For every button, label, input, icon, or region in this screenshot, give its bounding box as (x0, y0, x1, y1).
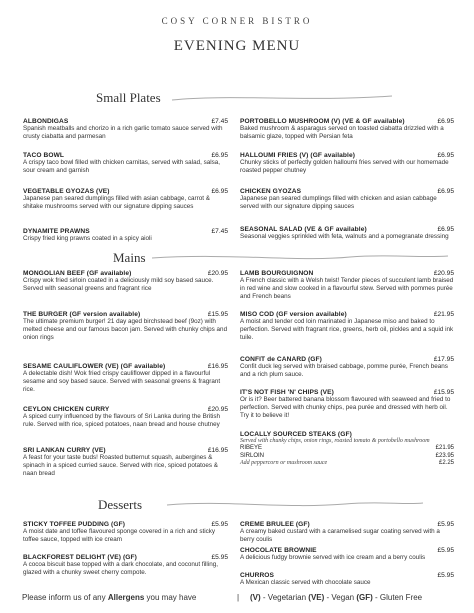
item-price: £6.95 (437, 226, 454, 233)
key-ve-label: - Vegan (326, 593, 355, 602)
item-price: £15.95 (433, 389, 454, 396)
item-price: £6.95 (211, 152, 228, 159)
item-desc: Chunky sticks of perfectly golden halloumi fries served with our homemade roasted pepper chutney (240, 159, 449, 174)
section-small-plates: Small Plates (96, 90, 161, 105)
item-desc: Crispy fried king prawns coated in a spicy aioli (23, 235, 152, 242)
item-desc: Baked mushroom & asparagus served on toasted ciabatta drizzled with a balsamic glaze, topped with Persian feta (240, 125, 444, 140)
menu-item (23, 188, 228, 211)
key-gf-label: - Gluten Free (375, 593, 423, 602)
item-name: CHOCOLATE BROWNIE (240, 547, 317, 554)
menu-item (23, 363, 228, 394)
item-desc: Or is it? Beer battered banana blossom flavoured with seaweed and fried to perfection. Served with chunky chips, pea purée and dressed with herb oil. Try it to believe it! (240, 396, 451, 419)
section-desserts: Desserts (98, 497, 143, 512)
item-price: £17.95 (433, 356, 454, 363)
item-desc: A creamy baked custard with a caramelised sugar coating served with a berry coulis (240, 528, 440, 543)
item-price: £7.45 (211, 118, 228, 125)
dietary-key (250, 593, 422, 602)
extra-price: £2.25 (438, 460, 454, 466)
item-price: £6.95 (211, 188, 228, 195)
item-desc: A moist and tender cod loin marinated in Japanese miso and baked to perfection. Served with fragrant rice, greens, herb oil, pickles and a squid ink tuile. (240, 318, 454, 341)
item-price: £5.95 (437, 521, 454, 528)
menu-title: EVENING MENU (173, 38, 301, 54)
item-price: £5.95 (211, 554, 228, 561)
key-v: (V) (250, 593, 261, 602)
menu-item (23, 228, 228, 243)
item-name: VEGETABLE GYOZAS (VE) (23, 188, 110, 195)
key-ve: (VE) (308, 593, 325, 602)
divider-swash (150, 252, 450, 264)
item-price: £21.95 (433, 311, 454, 318)
section-mains: Mains (113, 250, 146, 265)
item-name: BLACKFOREST DELIGHT (VE) (GF) (23, 554, 137, 561)
option-label: RIBEYE (240, 445, 263, 451)
item-desc: A crispy taco bowl filled with chicken carnitas, served with salad, salsa, sour cream and garnish (23, 159, 221, 174)
menu-item (23, 447, 228, 478)
menu-item (23, 554, 228, 577)
item-name: SEASONAL SALAD (VE & GF available) (240, 226, 367, 233)
item-desc: Japanese pan seared dumplings filled with asian cabbage, carrot & shitake mushrooms served with our signature dipping sauces (23, 195, 210, 210)
steaks-item (240, 431, 454, 468)
item-desc: A moist date and toffee flavoured sponge covered in a rich and sticky toffee sauce, topped with ice cream (23, 528, 216, 543)
menu-item (240, 188, 454, 211)
item-desc: Spanish meatballs and chorizo in a rich garlic tomato sauce served with crusty ciabatta and parmesan (23, 125, 223, 140)
menu-item (23, 311, 228, 342)
menu-item (240, 572, 454, 587)
item-name: DYNAMITE PRAWNS (23, 228, 90, 235)
menu-item (240, 356, 454, 379)
steak-option (240, 453, 454, 461)
option-price: £21.95 (435, 445, 454, 451)
option-price: £23.95 (435, 452, 454, 459)
item-name: CONFIT de CANARD (GF) (240, 356, 322, 363)
divider-swash (170, 92, 395, 104)
bistro-brand (0, 16, 474, 26)
steak-extra (240, 460, 454, 468)
menu-item (23, 521, 228, 544)
menu-item (23, 152, 228, 175)
item-name: PORTOBELLO MUSHROOM (V) (VE & GF available) (240, 118, 405, 125)
menu-item (240, 521, 454, 544)
menu-item (240, 311, 454, 342)
item-desc: A Mexican classic served with chocolate sauce (240, 579, 371, 586)
item-name: TACO BOWL (23, 152, 65, 159)
item-name: LAMB BOURGUIGNON (240, 270, 314, 277)
item-name: CHURROS (240, 572, 275, 579)
menu-item (240, 118, 454, 141)
item-desc: A French classic with a Welsh twist! Tender pieces of succulent lamb braised in red wine and slow cooked in a flavourful stew. Served with pommes purée and French beans (240, 277, 454, 300)
menu-item (23, 406, 228, 429)
item-price: £20.95 (433, 270, 454, 277)
item-desc: Served with chunky chips, onion rings, roasted tomato & portobello mushroom (240, 438, 430, 444)
item-desc: Confit duck leg served with braised cabbage, pomme purée, French beans and a rich plum sauce. (240, 363, 448, 378)
item-name: MONGOLIAN BEEF (GF available) (23, 270, 132, 277)
menu-item (240, 226, 454, 241)
item-name: SRI LANKAN CURRY (VE) (23, 447, 106, 454)
footer-allergens: Allergens (107, 593, 145, 602)
item-desc: A delicious fudgy brownie served with ice cream and a berry coulis (240, 554, 426, 561)
item-price: £6.95 (437, 152, 454, 159)
item-price: £6.95 (437, 118, 454, 125)
item-price: £5.95 (211, 521, 228, 528)
item-name: IT'S NOT FISH 'N' CHIPS (VE) (240, 389, 334, 396)
item-desc: A spiced curry influenced by the flavours of Sri Lanka during the British rule. Served with rice, spiced potatoes, naan bread and house chutney (23, 413, 221, 428)
menu-item (240, 547, 454, 562)
menu-item (23, 270, 228, 293)
steak-option (240, 445, 454, 453)
brand-text: COSY CORNER BISTRO (161, 16, 313, 26)
item-name: LOCALLY SOURCED STEAKS (GF) (240, 431, 352, 438)
menu-item (240, 270, 454, 301)
item-price: £20.95 (207, 406, 228, 413)
extra-label: Add peppercorn or mushroom sauce (240, 460, 328, 466)
item-price: £20.95 (207, 270, 228, 277)
item-desc: Crispy wok fried sirloin coated in a deliciously mild soy based sauce. Served with seasonal greens and fragrant rice (23, 277, 214, 292)
item-name: STICKY TOFFEE PUDDING (GF) (23, 521, 125, 528)
divider-swash (165, 499, 425, 511)
item-price: £16.95 (207, 447, 228, 454)
item-name: CREME BRULEE (GF) (240, 521, 310, 528)
menu-item (240, 152, 454, 175)
item-desc: Japanese pan seared dumplings filled with chicken and asian cabbage served with our signature dipping sauces (240, 195, 437, 210)
item-name: MISO COD (GF version available) (240, 311, 347, 318)
key-gf: (GF) (356, 593, 373, 602)
footer-text: Please inform us of any (22, 593, 106, 602)
menu-item (23, 118, 228, 141)
item-price: £5.95 (437, 572, 454, 579)
item-name: HALLOUMI FRIES (V) (GF available) (240, 152, 356, 159)
allergen-notice (22, 593, 196, 602)
item-price: £15.95 (207, 311, 228, 318)
item-desc: A delectable dish! Wok fried crispy cauliflower dipped in a flavourful sesame and soy based sauce. Served with seasonal greens & fragrant rice. (23, 370, 221, 393)
item-name: CEYLON CHICKEN CURRY (23, 406, 110, 413)
footer-separator: | (237, 593, 240, 602)
item-desc: A feast for your taste buds! Roasted butternut squash, aubergines & spinach in a spiced curried sauce. Served with rice, spiced potatoes & naan bread (23, 454, 218, 477)
item-desc: The ultimate premium burger! 21 day aged birchstead beef (9oz) with melted cheese and our famous bacon jam. Served with chunky chips and onion rings (23, 318, 228, 341)
item-desc: Seasonal veggies sprinkled with feta, walnuts and a pomegranate dressing (240, 233, 449, 240)
key-v-label: - Vegetarian (262, 593, 307, 602)
item-name: SESAME CAULIFLOWER (VE) (GF available) (23, 363, 166, 370)
item-name: CHICKEN GYOZAS (240, 188, 302, 195)
item-price: £5.95 (437, 547, 454, 554)
item-price: £7.45 (211, 228, 228, 235)
option-label: SIRLOIN (240, 452, 265, 459)
item-name: THE BURGER (GF version available) (23, 311, 141, 318)
item-price: £16.95 (207, 363, 228, 370)
menu-item (240, 389, 454, 420)
item-name: ALBONDIGAS (23, 118, 69, 125)
footer-text2: you may have (146, 593, 197, 602)
item-desc: A cocoa biscuit base topped with a dark chocolate, and coconut filling, glazed with a chunky sweet cherry compote. (23, 561, 218, 576)
item-price: £6.95 (437, 188, 454, 195)
